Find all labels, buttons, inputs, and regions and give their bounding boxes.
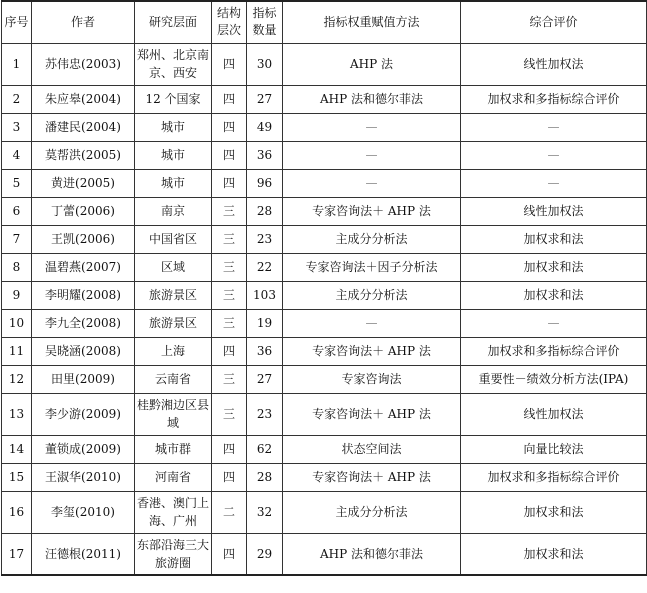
cell-count: 29: [247, 533, 283, 575]
table-row: [2, 491, 647, 533]
table-row: [2, 169, 647, 197]
cell-eval: 线性加权法: [461, 393, 647, 435]
cell-index: 15: [2, 463, 32, 491]
header-evaluation: 综合评价: [461, 1, 647, 43]
cell-index: 16: [2, 491, 32, 533]
cell-count: 96: [247, 169, 283, 197]
cell-level: 城市: [135, 169, 212, 197]
cell-index: 5: [2, 169, 32, 197]
cell-level: 城市群: [135, 435, 212, 463]
cell-method: —: [283, 113, 461, 141]
cell-method: 专家咨询法＋ AHP 法: [283, 393, 461, 435]
cell-count: 28: [247, 197, 283, 225]
cell-layers: 四: [212, 337, 247, 365]
cell-layers: 四: [212, 141, 247, 169]
cell-layers: 四: [212, 85, 247, 113]
cell-layers: 四: [212, 533, 247, 575]
cell-count: 27: [247, 85, 283, 113]
cell-level: 东部沿海三大旅游圈: [135, 533, 212, 575]
cell-count: 30: [247, 43, 283, 85]
cell-level: 旅游景区: [135, 281, 212, 309]
cell-author: 李九全(2008): [32, 309, 135, 337]
table-row: [2, 393, 647, 435]
cell-author: 田里(2009): [32, 365, 135, 393]
cell-layers: 三: [212, 393, 247, 435]
cell-author: 李少游(2009): [32, 393, 135, 435]
cell-method: AHP 法: [283, 43, 461, 85]
cell-author: 王凯(2006): [32, 225, 135, 253]
cell-method: 主成分分析法: [283, 225, 461, 253]
cell-method: 主成分分析法: [283, 491, 461, 533]
table-row: [2, 281, 647, 309]
cell-level: 云南省: [135, 365, 212, 393]
cell-layers: 三: [212, 281, 247, 309]
cell-index: 17: [2, 533, 32, 575]
header-row: [2, 1, 647, 43]
cell-method: 专家咨询法＋ AHP 法: [283, 337, 461, 365]
cell-count: 27: [247, 365, 283, 393]
cell-author: 温碧燕(2007): [32, 253, 135, 281]
cell-method: —: [283, 309, 461, 337]
cell-eval: 线性加权法: [461, 197, 647, 225]
cell-index: 4: [2, 141, 32, 169]
cell-count: 19: [247, 309, 283, 337]
cell-author: 莫帮洪(2005): [32, 141, 135, 169]
cell-index: 13: [2, 393, 32, 435]
cell-eval: 加权求和法: [461, 533, 647, 575]
cell-eval: —: [461, 169, 647, 197]
cell-layers: 三: [212, 225, 247, 253]
cell-eval: 加权求和多指标综合评价: [461, 85, 647, 113]
cell-eval: —: [461, 113, 647, 141]
cell-eval: 加权求和法: [461, 253, 647, 281]
cell-author: 王淑华(2010): [32, 463, 135, 491]
cell-level: 12 个国家: [135, 85, 212, 113]
cell-level: 城市: [135, 141, 212, 169]
cell-level: 中国省区: [135, 225, 212, 253]
cell-level: 郑州、北京南京、西安: [135, 43, 212, 85]
cell-method: 专家咨询法＋ AHP 法: [283, 463, 461, 491]
table-row: [2, 337, 647, 365]
cell-eval: 向量比较法: [461, 435, 647, 463]
cell-author: 李玺(2010): [32, 491, 135, 533]
cell-count: 32: [247, 491, 283, 533]
cell-author: 汪德根(2011): [32, 533, 135, 575]
cell-index: 10: [2, 309, 32, 337]
cell-index: 3: [2, 113, 32, 141]
cell-method: 状态空间法: [283, 435, 461, 463]
cell-method: AHP 法和德尔菲法: [283, 533, 461, 575]
cell-index: 14: [2, 435, 32, 463]
cell-count: 49: [247, 113, 283, 141]
cell-eval: 加权求和法: [461, 491, 647, 533]
cell-eval: 重要性－绩效分析方法(IPA): [461, 365, 647, 393]
header-research-level: 研究层面: [135, 1, 212, 43]
cell-author: 潘建民(2004): [32, 113, 135, 141]
cell-layers: 三: [212, 365, 247, 393]
cell-count: 36: [247, 141, 283, 169]
table-row: [2, 253, 647, 281]
cell-layers: 三: [212, 309, 247, 337]
cell-method: —: [283, 141, 461, 169]
table-row: [2, 309, 647, 337]
cell-count: 36: [247, 337, 283, 365]
cell-method: AHP 法和德尔菲法: [283, 85, 461, 113]
cell-index: 2: [2, 85, 32, 113]
cell-level: 城市: [135, 113, 212, 141]
cell-level: 河南省: [135, 463, 212, 491]
header-weighting-method: 指标权重赋值方法: [283, 1, 461, 43]
cell-eval: 加权求和多指标综合评价: [461, 337, 647, 365]
cell-eval: 加权求和法: [461, 281, 647, 309]
cell-index: 8: [2, 253, 32, 281]
table-row: [2, 463, 647, 491]
cell-layers: 三: [212, 253, 247, 281]
cell-level: 桂黔湘边区县域: [135, 393, 212, 435]
cell-count: 62: [247, 435, 283, 463]
cell-index: 11: [2, 337, 32, 365]
table-row: [2, 225, 647, 253]
cell-index: 9: [2, 281, 32, 309]
cell-index: 1: [2, 43, 32, 85]
cell-method: 专家咨询法＋因子分析法: [283, 253, 461, 281]
cell-layers: 三: [212, 197, 247, 225]
cell-layers: 四: [212, 169, 247, 197]
cell-index: 6: [2, 197, 32, 225]
cell-method: —: [283, 169, 461, 197]
table-row: [2, 435, 647, 463]
cell-eval: —: [461, 309, 647, 337]
cell-layers: 四: [212, 463, 247, 491]
cell-author: 朱应皋(2004): [32, 85, 135, 113]
cell-method: 专家咨询法: [283, 365, 461, 393]
cell-level: 区域: [135, 253, 212, 281]
cell-layers: 二: [212, 491, 247, 533]
cell-level: 香港、澳门上海、广州: [135, 491, 212, 533]
cell-author: 董锁成(2009): [32, 435, 135, 463]
cell-count: 103: [247, 281, 283, 309]
table-row: [2, 43, 647, 85]
table-row: [2, 141, 647, 169]
cell-index: 12: [2, 365, 32, 393]
cell-index: 7: [2, 225, 32, 253]
cell-author: 黄进(2005): [32, 169, 135, 197]
table-row: [2, 533, 647, 575]
cell-method: 专家咨询法＋ AHP 法: [283, 197, 461, 225]
cell-author: 吴晓涵(2008): [32, 337, 135, 365]
table-row: [2, 85, 647, 113]
table-row: [2, 365, 647, 393]
cell-count: 23: [247, 225, 283, 253]
cell-level: 上海: [135, 337, 212, 365]
cell-layers: 四: [212, 43, 247, 85]
cell-count: 22: [247, 253, 283, 281]
cell-eval: 加权求和多指标综合评价: [461, 463, 647, 491]
research-table: [1, 0, 647, 576]
cell-count: 28: [247, 463, 283, 491]
table-row: [2, 197, 647, 225]
header-indicator-count: 指标数量: [247, 1, 283, 43]
header-index: 序号: [2, 1, 32, 43]
cell-level: 南京: [135, 197, 212, 225]
cell-eval: 线性加权法: [461, 43, 647, 85]
table-row: [2, 113, 647, 141]
cell-author: 苏伟忠(2003): [32, 43, 135, 85]
header-author: 作者: [32, 1, 135, 43]
cell-method: 主成分分析法: [283, 281, 461, 309]
header-structure-layers: 结构层次: [212, 1, 247, 43]
cell-level: 旅游景区: [135, 309, 212, 337]
cell-layers: 四: [212, 113, 247, 141]
cell-count: 23: [247, 393, 283, 435]
cell-eval: —: [461, 141, 647, 169]
cell-eval: 加权求和法: [461, 225, 647, 253]
cell-author: 丁蕾(2006): [32, 197, 135, 225]
cell-author: 李明耀(2008): [32, 281, 135, 309]
cell-layers: 四: [212, 435, 247, 463]
